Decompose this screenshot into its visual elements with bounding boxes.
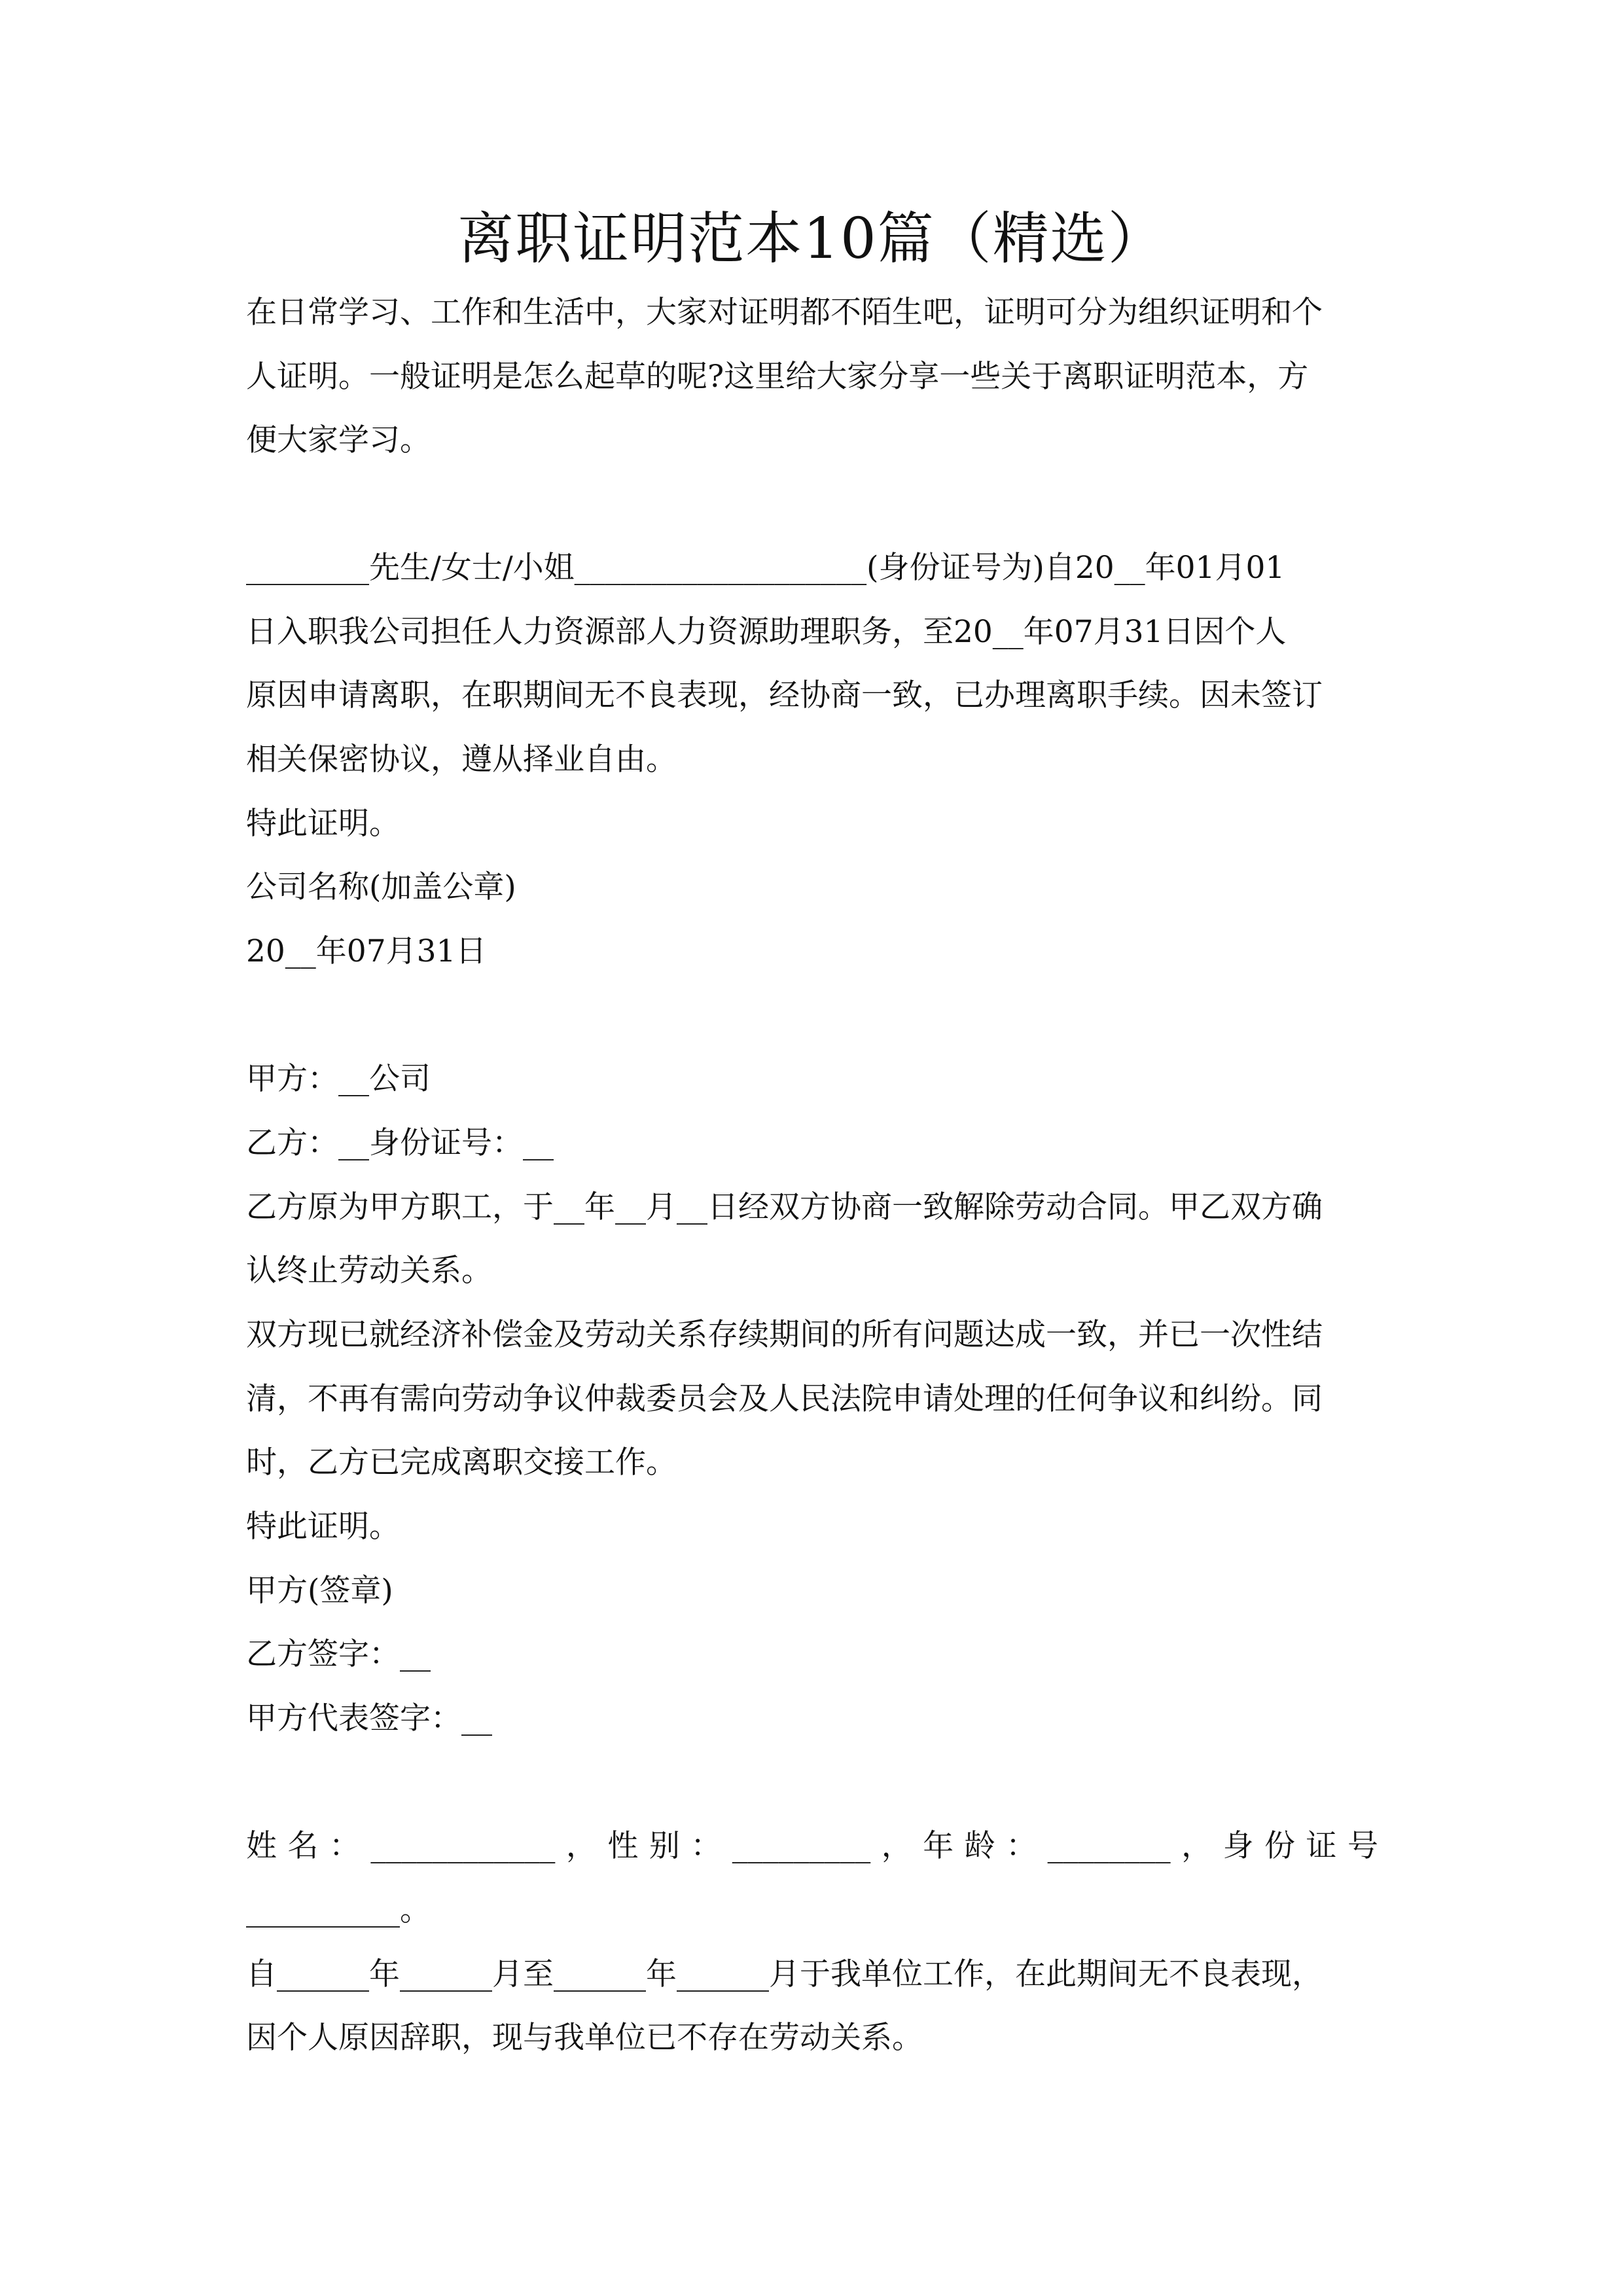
sample2-line: 乙方：__身份证号：__ (246, 1125, 554, 1161)
document-title: 离职证明范本10篇（精选） (457, 206, 1166, 272)
sample3-line: 自______年______月至______年______月于我单位工作，在此期间无不良表现， (246, 1956, 1323, 1992)
sample2-line: 特此证明。 (246, 1509, 400, 1545)
sample2-line: 时，乙方已完成离职交接工作。 (246, 1444, 677, 1480)
sample2-line: 双方现已就经济补偿金及劳动关系存续期间的所有问题达成一致，并已一次性结 (246, 1317, 1323, 1353)
intro-line: 便大家学习。 (246, 422, 431, 458)
sample1-line: 特此证明。 (246, 806, 400, 842)
sample2-line: 认终止劳动关系。 (246, 1253, 492, 1289)
sample1-line: 原因申请离职，在职期间无不良表现，经协商一致，已办理离职手续。因未签订 (246, 677, 1323, 713)
sample2-line: 甲方代表签字：__ (246, 1700, 492, 1736)
sample1-line: 20__年07月31日 (246, 933, 487, 969)
sample3-line: 姓名：____________，性别：_________，年龄：________，身份证号 (246, 1828, 1378, 1864)
sample2-line: 乙方签字：__ (246, 1636, 431, 1672)
sample2-line: 甲方(签章) (246, 1573, 393, 1609)
sample1-line: 公司名称(加盖公章) (246, 869, 516, 905)
intro-line: 在日常学习、工作和生活中，大家对证明都不陌生吧，证明可分为组织证明和个 (246, 295, 1323, 331)
sample1-line: 相关保密协议，遵从择业自由。 (246, 742, 677, 778)
sample3-line: __________。 (246, 1892, 431, 1928)
sample3-line: 因个人原因辞职，现与我单位已不存在劳动关系。 (246, 2020, 923, 2056)
sample1-line: ________先生/女士/小姐___________________(身份证号为)自20__年01月01 (246, 550, 1285, 586)
sample2-line: 清，不再有需向劳动争议仲裁委员会及人民法院申请处理的任何争议和纠纷。同 (246, 1381, 1323, 1417)
sample1-line: 日入职我公司担任人力资源部人力资源助理职务，至20__年07月31日因个人 (246, 614, 1287, 650)
intro-line: 人证明。一般证明是怎么起草的呢?这里给大家分享一些关于离职证明范本，方 (246, 359, 1309, 395)
sample2-line: 乙方原为甲方职工，于__年__月__日经双方协商一致解除劳动合同。甲乙双方确 (246, 1189, 1323, 1225)
sample2-line: 甲方：__公司 (246, 1061, 431, 1097)
